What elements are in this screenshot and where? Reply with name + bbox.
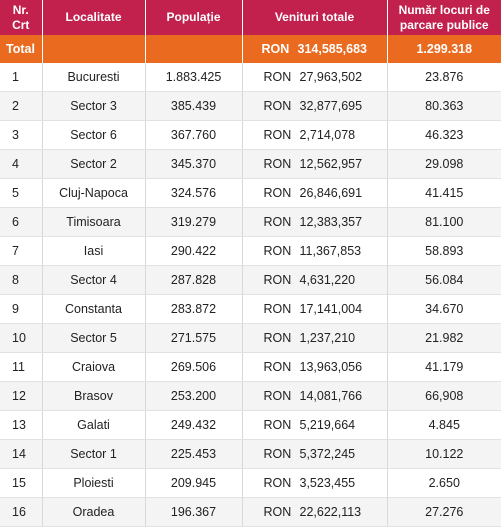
total-venituri-cell <box>242 35 387 63</box>
row-venituri-value: 32,877,695 <box>299 99 363 113</box>
row-nr: 14 <box>0 440 42 469</box>
row-parcare: 56.084 <box>387 266 501 295</box>
row-parcare: 4.845 <box>387 411 501 440</box>
table-row <box>0 266 501 295</box>
row-localitate: Iasi <box>42 237 145 266</box>
row-venituri <box>242 382 387 411</box>
table-body <box>0 35 501 527</box>
row-populatie: 269.506 <box>145 353 242 382</box>
row-populatie: 367.760 <box>145 121 242 150</box>
row-venituri-value: 1,237,210 <box>299 331 356 345</box>
row-nr: 12 <box>0 382 42 411</box>
row-parcare: 46.323 <box>387 121 501 150</box>
row-venituri <box>242 440 387 469</box>
row-localitate: Craiova <box>42 353 145 382</box>
row-venituri <box>242 179 387 208</box>
header-localitate: Localitate <box>42 0 145 35</box>
row-currency: RON <box>263 302 292 316</box>
row-populatie: 271.575 <box>145 324 242 353</box>
header-populatie: Populație <box>145 0 242 35</box>
row-venituri-value: 5,372,245 <box>299 447 356 461</box>
row-nr: 6 <box>0 208 42 237</box>
row-venituri <box>242 469 387 498</box>
header-venituri: Venituri totale <box>242 0 387 35</box>
row-currency: RON <box>263 447 292 461</box>
row-parcare: 10.122 <box>387 440 501 469</box>
row-nr: 1 <box>0 63 42 92</box>
row-currency: RON <box>263 186 292 200</box>
row-populatie: 225.453 <box>145 440 242 469</box>
table-row <box>0 121 501 150</box>
row-nr: 7 <box>0 237 42 266</box>
table-row <box>0 353 501 382</box>
row-venituri <box>242 121 387 150</box>
row-venituri-value: 3,523,455 <box>299 476 356 490</box>
row-populatie: 324.576 <box>145 179 242 208</box>
row-venituri <box>242 208 387 237</box>
table-row <box>0 498 501 527</box>
row-currency: RON <box>263 70 292 84</box>
row-venituri-value: 11,367,853 <box>299 244 362 258</box>
row-currency: RON <box>263 157 292 171</box>
row-venituri-value: 13,963,056 <box>299 360 363 374</box>
header-nr-crt <box>0 0 42 35</box>
row-venituri-value: 12,383,357 <box>299 215 363 229</box>
table-row <box>0 440 501 469</box>
row-localitate: Sector 2 <box>42 150 145 179</box>
row-venituri <box>242 411 387 440</box>
row-currency: RON <box>263 389 292 403</box>
row-nr: 9 <box>0 295 42 324</box>
row-nr: 8 <box>0 266 42 295</box>
header-parcare-line2: parcare publice <box>399 17 489 32</box>
row-venituri <box>242 63 387 92</box>
row-parcare: 27.276 <box>387 498 501 527</box>
row-venituri <box>242 237 387 266</box>
row-localitate: Ploiesti <box>42 469 145 498</box>
total-parcare-value: 1.299.318 <box>387 35 501 63</box>
row-currency: RON <box>263 331 292 345</box>
row-venituri-value: 26,846,691 <box>299 186 363 200</box>
row-localitate: Sector 3 <box>42 92 145 121</box>
row-nr: 4 <box>0 150 42 179</box>
row-populatie: 319.279 <box>145 208 242 237</box>
table-row <box>0 63 501 92</box>
header-row <box>0 0 501 35</box>
row-parcare: 34.670 <box>387 295 501 324</box>
table-row <box>0 469 501 498</box>
row-populatie: 287.828 <box>145 266 242 295</box>
row-populatie: 1.883.425 <box>145 63 242 92</box>
row-venituri-value: 27,963,502 <box>299 70 363 84</box>
row-parcare: 66,908 <box>387 382 501 411</box>
row-currency: RON <box>263 418 292 432</box>
row-nr: 3 <box>0 121 42 150</box>
row-currency: RON <box>263 99 292 113</box>
row-venituri <box>242 150 387 179</box>
row-parcare: 81.100 <box>387 208 501 237</box>
total-venituri-value: 314,585,683 <box>297 42 368 56</box>
row-localitate: Timisoara <box>42 208 145 237</box>
row-venituri-value: 2,714,078 <box>299 128 356 142</box>
row-venituri-value: 5,219,664 <box>299 418 356 432</box>
row-venituri <box>242 353 387 382</box>
row-nr: 2 <box>0 92 42 121</box>
row-currency: RON <box>263 505 292 519</box>
header-nr-line1: Nr. <box>12 2 29 17</box>
table-row <box>0 208 501 237</box>
row-venituri-value: 4,631,220 <box>299 273 356 287</box>
row-venituri <box>242 92 387 121</box>
total-label: Total <box>0 35 42 63</box>
row-localitate: Sector 1 <box>42 440 145 469</box>
total-populatie-cell <box>145 35 242 63</box>
table-row <box>0 150 501 179</box>
row-currency: RON <box>263 128 292 142</box>
row-populatie: 385.439 <box>145 92 242 121</box>
row-venituri <box>242 266 387 295</box>
row-currency: RON <box>263 215 292 229</box>
table-row <box>0 295 501 324</box>
row-localitate: Oradea <box>42 498 145 527</box>
row-localitate: Sector 6 <box>42 121 145 150</box>
table-row <box>0 411 501 440</box>
table-row <box>0 179 501 208</box>
row-venituri-value: 22,622,113 <box>299 505 362 519</box>
row-populatie: 290.422 <box>145 237 242 266</box>
row-parcare: 2.650 <box>387 469 501 498</box>
row-nr: 15 <box>0 469 42 498</box>
row-nr: 10 <box>0 324 42 353</box>
row-parcare: 41.179 <box>387 353 501 382</box>
table-row <box>0 237 501 266</box>
row-localitate: Sector 5 <box>42 324 145 353</box>
row-populatie: 345.370 <box>145 150 242 179</box>
row-currency: RON <box>263 476 292 490</box>
row-currency: RON <box>263 360 292 374</box>
table-row <box>0 324 501 353</box>
row-localitate: Brasov <box>42 382 145 411</box>
row-parcare: 21.982 <box>387 324 501 353</box>
row-parcare: 58.893 <box>387 237 501 266</box>
row-parcare: 29.098 <box>387 150 501 179</box>
total-currency: RON <box>261 42 290 56</box>
row-populatie: 196.367 <box>145 498 242 527</box>
row-parcare: 23.876 <box>387 63 501 92</box>
row-venituri-value: 17,141,004 <box>299 302 363 316</box>
header-parcare-line1: Număr locuri de <box>398 2 490 17</box>
row-populatie: 253.200 <box>145 382 242 411</box>
header-nr-line2: Crt <box>12 17 30 32</box>
row-localitate: Galati <box>42 411 145 440</box>
row-localitate: Sector 4 <box>42 266 145 295</box>
row-populatie: 283.872 <box>145 295 242 324</box>
table-row <box>0 382 501 411</box>
row-venituri-value: 12,562,957 <box>299 157 363 171</box>
row-parcare: 80.363 <box>387 92 501 121</box>
row-parcare: 41.415 <box>387 179 501 208</box>
row-currency: RON <box>263 244 292 258</box>
header-parcare <box>387 0 501 35</box>
row-populatie: 209.945 <box>145 469 242 498</box>
table-header <box>0 0 501 35</box>
row-nr: 16 <box>0 498 42 527</box>
table-row <box>0 92 501 121</box>
total-row <box>0 35 501 63</box>
row-localitate: Cluj-Napoca <box>42 179 145 208</box>
row-nr: 11 <box>0 353 42 382</box>
row-nr: 13 <box>0 411 42 440</box>
row-venituri <box>242 295 387 324</box>
row-venituri <box>242 324 387 353</box>
row-localitate: Bucuresti <box>42 63 145 92</box>
row-currency: RON <box>263 273 292 287</box>
total-localitate-cell <box>42 35 145 63</box>
row-venituri <box>242 498 387 527</box>
row-populatie: 249.432 <box>145 411 242 440</box>
row-nr: 5 <box>0 179 42 208</box>
row-localitate: Constanta <box>42 295 145 324</box>
row-venituri-value: 14,081,766 <box>299 389 363 403</box>
